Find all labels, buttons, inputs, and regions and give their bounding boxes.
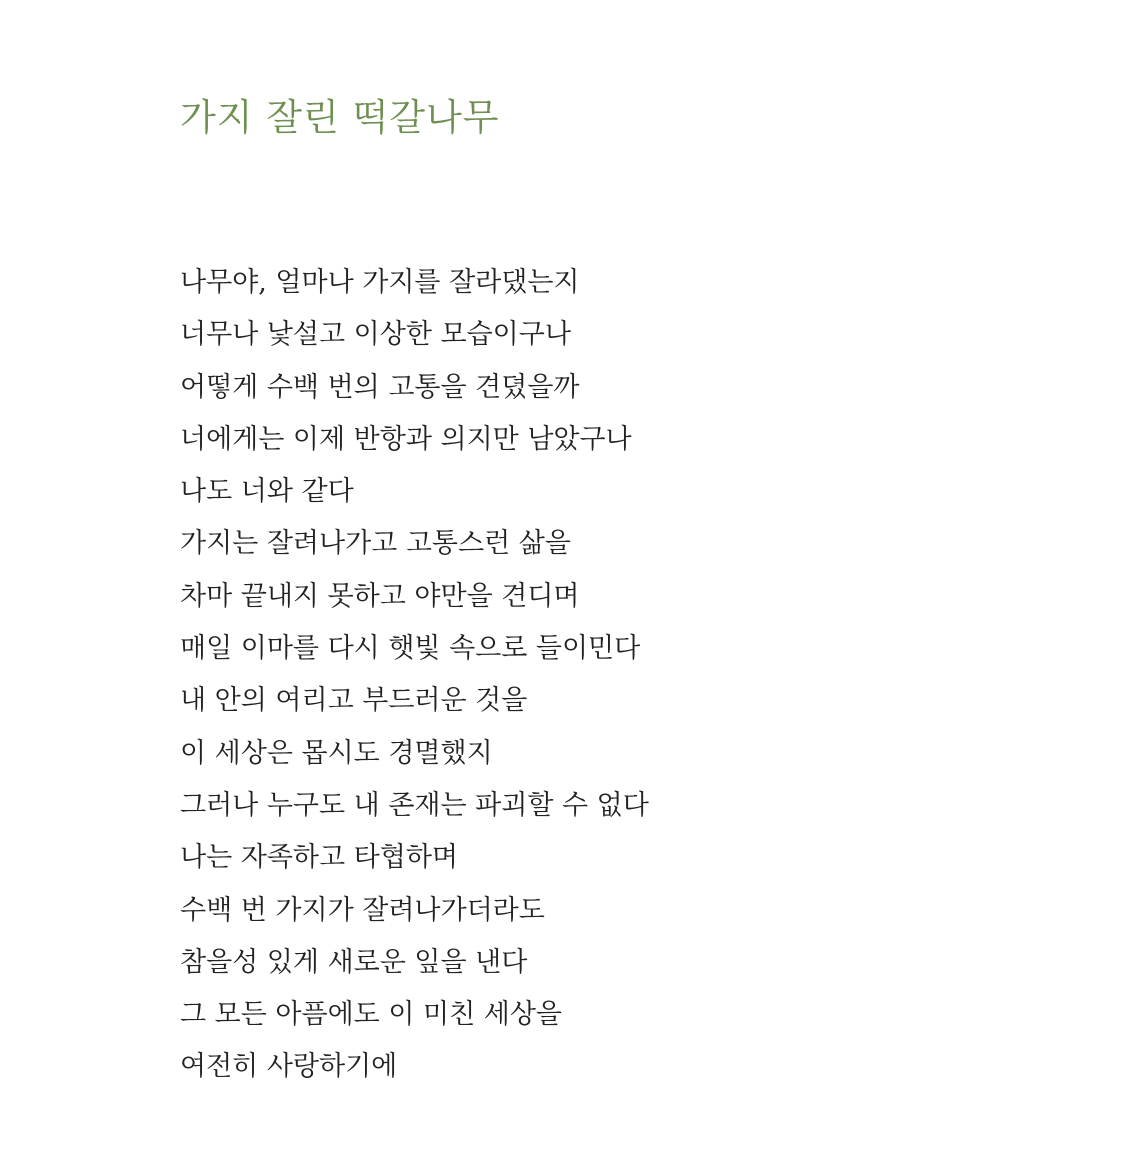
poem-line: 내 안의 여리고 부드러운 것을 [180, 685, 528, 717]
poem-line: 여전히 사랑하기에 [180, 1051, 398, 1083]
poem-line: 어떻게 수백 번의 고통을 견뎠을까 [180, 371, 580, 403]
poem-line: 수백 번 가지가 잘려나가더라도 [180, 894, 545, 926]
poem-line: 이 세상은 몹시도 경멸했지 [180, 737, 493, 769]
poem-line: 참을성 있게 새로운 잎을 낸다 [180, 946, 528, 978]
poem-line: 가지는 잘려나가고 고통스런 삶을 [180, 528, 571, 560]
poem-line: 매일 이마를 다시 햇빛 속으로 들이민다 [180, 633, 641, 665]
poem-line: 너에게는 이제 반항과 의지만 남았구나 [180, 423, 632, 455]
poem-line: 나는 자족하고 타협하며 [180, 842, 458, 874]
poem-line: 차마 끝내지 못하고 야만을 견디며 [180, 580, 580, 612]
poem-line: 나도 너와 같다 [180, 476, 354, 508]
poem-line: 그 모든 아픔에도 이 미친 세상을 [180, 999, 562, 1031]
poem-body [180, 257, 649, 1094]
poem-line: 나무야, 얼마나 가지를 잘라댔는지 [180, 267, 580, 298]
poem-line: 너무나 낯설고 이상한 모습이구나 [180, 319, 571, 351]
poem-title: 가지 잘린 떡갈나무 [180, 96, 500, 139]
poem-line: 그러나 누구도 내 존재는 파괴할 수 없다 [180, 789, 649, 821]
